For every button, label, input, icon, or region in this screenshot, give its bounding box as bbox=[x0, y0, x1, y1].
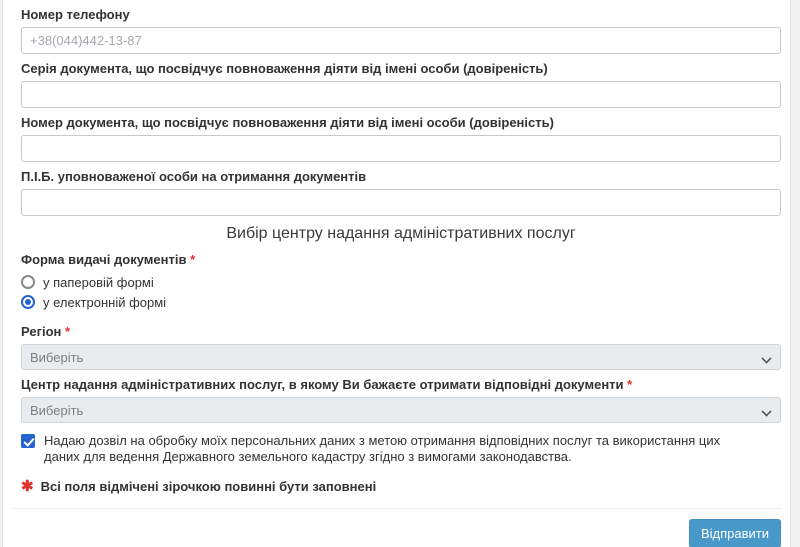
radio-paper-form-label: у паперовій формі bbox=[43, 274, 154, 290]
region-select-value: Виберіть bbox=[30, 350, 84, 365]
phone-field-group bbox=[21, 7, 781, 54]
authorized-person-label: П.І.Б. уповноваженої особи на отримання документів bbox=[21, 169, 367, 184]
required-fields-note-text: Всі поля відмічені зірочкою повинні бути заповнені bbox=[40, 479, 377, 494]
doc-number-field-group bbox=[21, 115, 781, 162]
authorized-person-input[interactable] bbox=[21, 189, 781, 216]
radio-electronic-form[interactable] bbox=[21, 292, 781, 312]
region-label bbox=[21, 324, 781, 339]
radio-paper-form[interactable] bbox=[21, 272, 781, 292]
doc-number-input[interactable] bbox=[21, 135, 781, 162]
radio-unchecked-icon[interactable] bbox=[21, 275, 35, 289]
region-required-asterisk: * bbox=[65, 324, 71, 339]
section-title: Вибір центру надання адміністративних послуг bbox=[226, 225, 576, 242]
checkbox-checked-icon[interactable] bbox=[21, 434, 35, 448]
center-select-value: Виберіть bbox=[30, 403, 84, 418]
chevron-down-icon bbox=[762, 406, 771, 415]
delivery-form-label bbox=[21, 252, 781, 267]
delivery-form-label-text: Форма видачі документів bbox=[21, 252, 187, 267]
authorized-person-field-group bbox=[21, 169, 781, 216]
submit-button[interactable]: Відправити bbox=[689, 519, 781, 547]
doc-series-field-group bbox=[21, 61, 781, 108]
phone-input[interactable] bbox=[21, 27, 781, 54]
center-required-asterisk: * bbox=[627, 377, 633, 392]
center-field-group bbox=[21, 377, 781, 423]
delivery-required-asterisk: * bbox=[190, 252, 196, 267]
delivery-options bbox=[21, 272, 781, 312]
doc-series-label: Серія документа, що посвідчує повноваження діяти від імені особи (довіреність) bbox=[21, 61, 548, 76]
region-field-group bbox=[21, 324, 781, 370]
consent-checkbox-row[interactable] bbox=[21, 433, 781, 465]
red-asterisk-icon: ✱ bbox=[21, 478, 34, 495]
form-footer bbox=[3, 509, 790, 547]
region-select[interactable] bbox=[21, 344, 781, 370]
chevron-down-icon bbox=[762, 353, 771, 362]
doc-series-input[interactable] bbox=[21, 81, 781, 108]
center-label bbox=[21, 377, 781, 392]
radio-electronic-form-label: у електронній формі bbox=[43, 294, 167, 310]
delivery-form-group bbox=[21, 252, 781, 312]
center-label-text: Центр надання адміністративних послуг, в якому Ви бажаєте отримати відповідні документи bbox=[21, 377, 624, 392]
center-select[interactable] bbox=[21, 397, 781, 423]
doc-number-label: Номер документа, що посвідчує повноваження діяти від імені особи (довіреність) bbox=[21, 115, 554, 130]
form-panel bbox=[2, 0, 791, 547]
radio-checked-icon[interactable] bbox=[21, 295, 35, 309]
region-label-text: Регіон bbox=[21, 324, 62, 339]
phone-label: Номер телефону bbox=[21, 7, 130, 22]
consent-text: Надаю дозвіл на обробку моїх персональних даних з метою отримання відповідних послуг та використання цих даних для ведення Державного земельного кадастру згідно з вимогами законодавства. bbox=[44, 433, 721, 464]
required-fields-note bbox=[21, 479, 781, 494]
form-content bbox=[3, 0, 790, 494]
